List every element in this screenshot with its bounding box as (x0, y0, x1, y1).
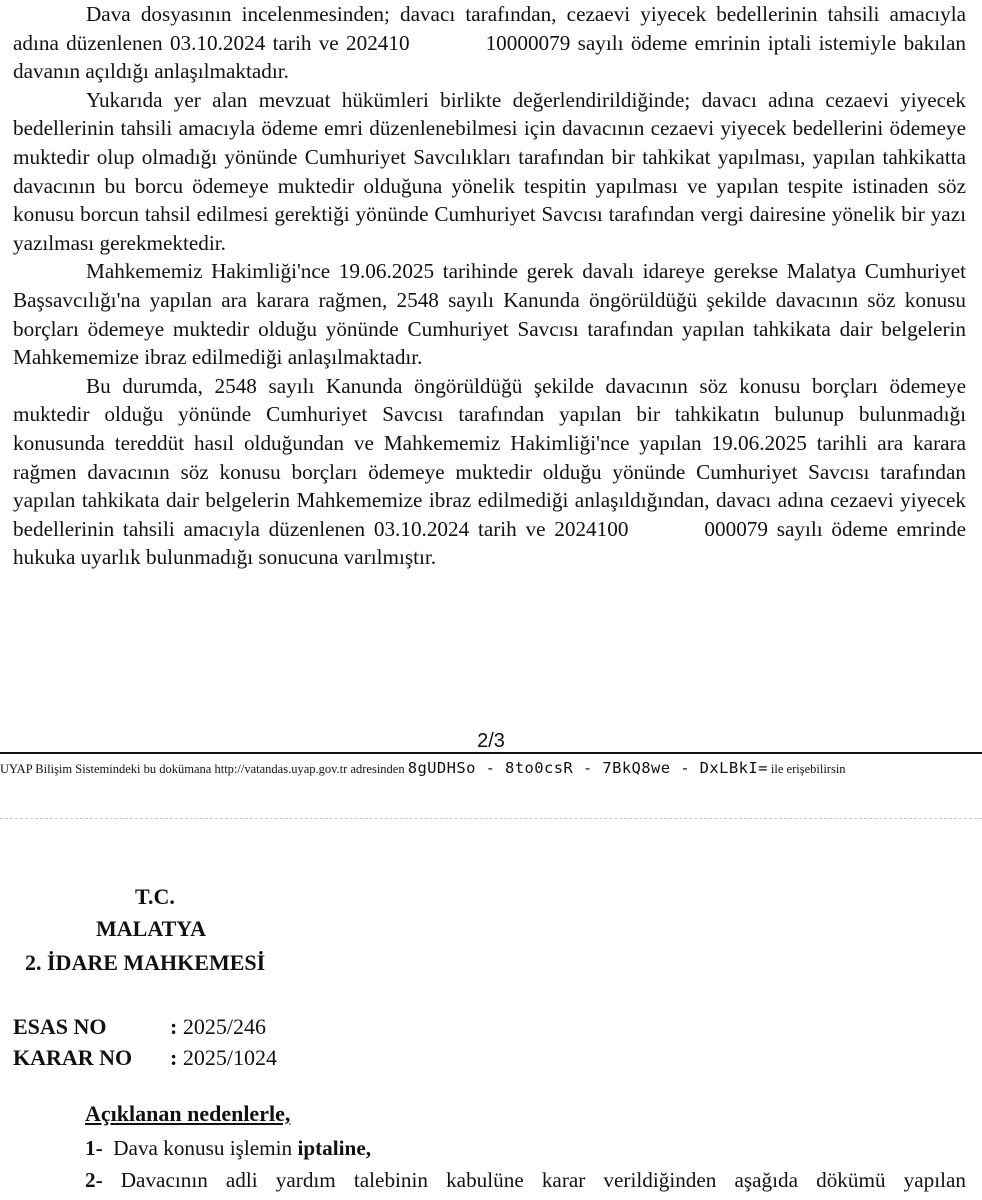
redacted-number-mask (410, 36, 486, 54)
karar-no-value: 2025/1024 (182, 1045, 277, 1070)
karar-separator: : (170, 1045, 178, 1070)
paragraph-1: Dava dosyasının incelenmesinden; davacı tarafından, cezaevi yiyecek bedellerinin tahsili amacıyla adına düzenlenen 03.10.2024 tarih ve 202410 10000079 sayılı ödeme emrinin iptali istemiyle bakılan davanın açıldığı anlaşılmaktadır. (13, 2, 966, 84)
esas-no-value: 2025/246 (182, 1014, 266, 1039)
karar-no-row (13, 1045, 277, 1071)
karar-no-label: KARAR NO (13, 1045, 133, 1070)
verification-code[interactable]: 8gUDHSo - 8to0csR - 7BkQ8we - DxLBkI= (407, 759, 768, 777)
esas-separator: : (170, 1014, 178, 1039)
footer-suffix: ile erişebilirsin (770, 762, 846, 776)
verdict-item-1 (85, 1136, 371, 1161)
item-bold-text: iptaline, (297, 1136, 372, 1160)
paragraph-2: Yukarıda yer alan mevzuat hükümleri birlikte değerlendirildiğinde; davacı adına cezaevi yiyecek bedellerinin tahsili amacıyla ödeme emri düzenlenebilmesi için davacının cezaevi yiyecek bedellerini ödemeye muktedir olup olmadığı yönünde Cumhuriyet Savcılıkları tarafından bir tahkikat yapılması, yapılan tahkikatta davacının bu borcu ödemeye muktedir olduğuna yönelik tespitin yapılması ve yapılan tespite istinaden söz konusu borcun tahsil edilmesi gerektiği yönünde Cumhuriyet Savcısı tarafından vergi dairesine yönelik bir yazı yazılması gerekmektedir. (13, 87, 966, 255)
item-text: Davacının adli yardım talebinin kabulüne karar verildiğinden aşağıda dökümü yapılan (120, 1168, 967, 1192)
esas-no-row (13, 1014, 266, 1040)
item-number: 2- (85, 1168, 103, 1192)
item-number: 1- (85, 1136, 103, 1160)
esas-no-label: ESAS NO (13, 1014, 107, 1039)
decision-body-text (13, 0, 966, 572)
redacted-number-mask (628, 522, 704, 540)
court-header-city: MALATYA (96, 916, 207, 941)
paragraph-4: Bu durumda, 2548 sayılı Kanunda öngörüldüğü şekilde davacının söz konusu borçları ödemeye muktedir olduğu yönünde Cumhuriyet Savcısı tarafından yapılan bir tahkikatın bulunup bulunmadığı konusunda tereddüt hasıl olduğundan ve Mahkememiz Hakimliği'nce yapılan 19.06.2025 tarihli ara karara rağmen davacının söz konusu borçları ödemeye muktedir olduğu yönünde Cumhuriyet Savcısı tarafından yapılan tahkikata dair belgelerin Mahkememize ibraz edilmediği anlaşıldığından, davacı adına cezaevi yiyecek bedellerinin tahsili amacıyla düzenlenen 03.10.2024 tarih ve 2024100 000079 sayılı ödeme emrinde hukuka uyarlık bulunmadığı sonucuna varılmıştır. (13, 373, 966, 570)
item-text: Dava konusu işlemin (113, 1136, 298, 1160)
footer-divider (0, 752, 982, 754)
court-header-name: 2. İDARE MAHKEMESİ (25, 950, 266, 975)
uyap-footer (0, 757, 982, 780)
reasons-title: Açıklanan nedenlerle, (85, 1101, 291, 1126)
page-number: 2/3 (477, 730, 505, 752)
court-header-tc: T.C. (135, 884, 175, 909)
paragraph-3: Mahkememiz Hakimliği'nce 19.06.2025 tarihinde gerek davalı idareye gerekse Malatya Cumhuriyet Başsavcılığı'na yapılan ara karara rağmen, 2548 sayılı Kanunda öngörüldüğü şekilde davacının söz konusu borçları ödemeye muktedir olduğu yönünde Cumhuriyet Savcısı tarafından yapılan tahkikata dair belgelerin Mahkememize ibraz edilmediği anlaşılmaktadır. (13, 259, 966, 370)
page-separator (0, 818, 982, 819)
verdict-item-2 (85, 1168, 966, 1193)
footer-prefix: UYAP Bilişim Sistemindeki bu dokümana http://vatandas.uyap.gov.tr adresinden (0, 762, 405, 776)
